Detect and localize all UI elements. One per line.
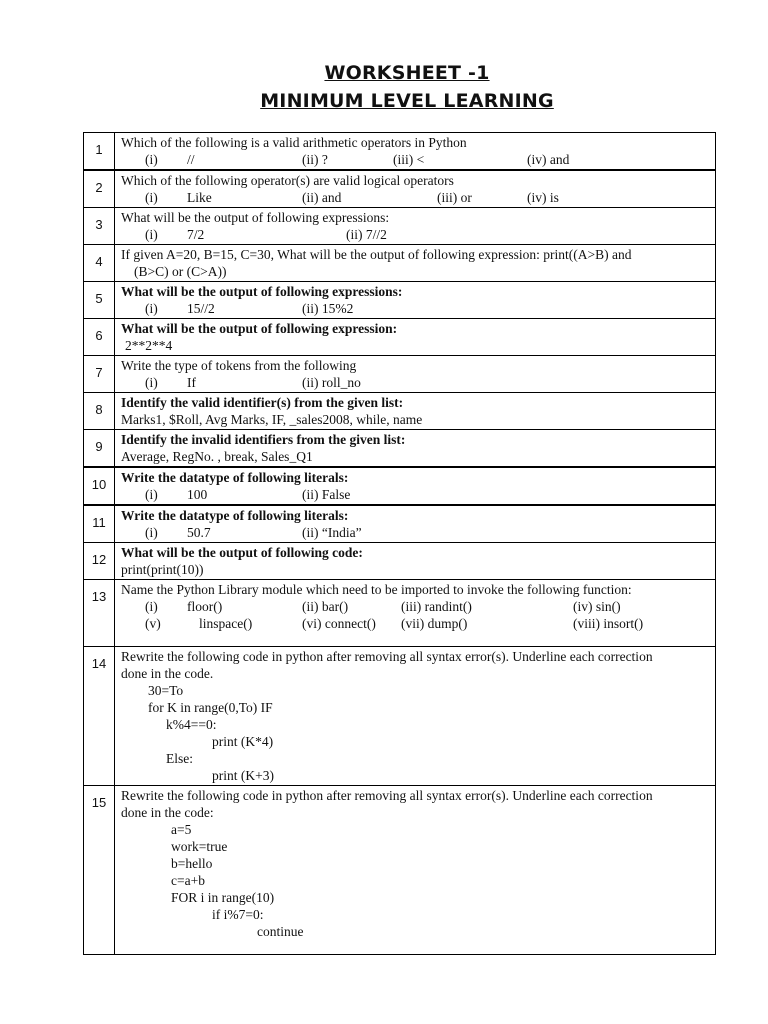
identifier-list: Average, RegNo. , break, Sales_Q1 xyxy=(121,449,313,464)
question-text-continued: done in the code. xyxy=(121,666,214,681)
question-number: 11 xyxy=(84,505,115,543)
question-text-continued: (B>C) or (C>A)) xyxy=(134,264,227,279)
code-line: work=true xyxy=(171,839,228,854)
option-value: 7/2 xyxy=(187,227,205,242)
option: (vi) connect() xyxy=(302,616,376,631)
option: (iii) or xyxy=(437,190,472,205)
question-body xyxy=(115,580,716,647)
question-number: 1 xyxy=(84,133,115,171)
question-text: Write the datatype of following literals: xyxy=(121,508,349,523)
options-line xyxy=(121,524,710,541)
options-line xyxy=(121,151,710,168)
option: (iv) is xyxy=(527,190,559,205)
question-body xyxy=(115,208,716,245)
question-text: If given A=20, B=15, C=30, What will be the output of following expression: print((A>B) and xyxy=(121,247,632,262)
expression-line: 2**2**4 xyxy=(125,338,173,353)
question-number: 5 xyxy=(84,282,115,319)
option-label: (i) xyxy=(145,525,158,540)
option-value: // xyxy=(187,152,195,167)
question-number: 8 xyxy=(84,393,115,430)
identifier-list: Marks1, $Roll, Avg Marks, IF, _sales2008, while, name xyxy=(121,412,423,427)
question-text: What will be the output of following code: xyxy=(121,545,363,560)
code-line: print (K*4) xyxy=(212,734,274,749)
option-value: 15//2 xyxy=(187,301,215,316)
option-label: (i) xyxy=(145,227,158,242)
question-row xyxy=(84,543,716,580)
question-row xyxy=(84,245,716,282)
option: (ii) “India” xyxy=(302,525,362,540)
code-line: Else: xyxy=(166,751,193,766)
question-text: Write the datatype of following literals: xyxy=(121,470,349,485)
question-row xyxy=(84,786,716,955)
option-label: (i) xyxy=(145,487,158,502)
question-body xyxy=(115,319,716,356)
question-row xyxy=(84,282,716,319)
code-line: print (K+3) xyxy=(212,768,274,783)
option: (ii) 15%2 xyxy=(302,301,354,316)
question-number: 14 xyxy=(84,647,115,786)
option: (iii) < xyxy=(393,152,425,167)
question-body xyxy=(115,647,716,786)
option: (ii) 7//2 xyxy=(346,227,387,242)
question-number: 15 xyxy=(84,786,115,955)
option-value: If xyxy=(187,375,196,390)
code-line: a=5 xyxy=(171,822,192,837)
question-text: Rewrite the following code in python after removing all syntax error(s). Underline each correction xyxy=(121,649,653,664)
question-body xyxy=(115,393,716,430)
question-body xyxy=(115,505,716,543)
code-line: if i%7=0: xyxy=(212,907,264,922)
code-line: 30=To xyxy=(148,683,184,698)
option-value: linspace() xyxy=(199,616,253,631)
question-text: Identify the valid identifier(s) from the given list: xyxy=(121,395,404,410)
code-line: for K in range(0,To) IF xyxy=(148,700,273,715)
option-label: (i) xyxy=(145,375,158,390)
option-value: 100 xyxy=(187,487,208,502)
option-label: (i) xyxy=(145,152,158,167)
option-value: Like xyxy=(187,190,212,205)
worksheet-subtitle: MINIMUM LEVEL LEARNING xyxy=(260,90,554,112)
question-row xyxy=(84,133,716,171)
option: (ii) bar() xyxy=(302,599,349,614)
question-row xyxy=(84,580,716,647)
question-number: 4 xyxy=(84,245,115,282)
question-body xyxy=(115,467,716,505)
code-line: k%4==0: xyxy=(166,717,217,732)
question-text: What will be the output of following expressions: xyxy=(121,210,390,225)
question-body xyxy=(115,430,716,468)
option-label: (i) xyxy=(145,190,158,205)
option: (iii) randint() xyxy=(401,599,472,614)
options-line xyxy=(121,598,710,615)
question-row xyxy=(84,356,716,393)
question-text: What will be the output of following expression: xyxy=(121,321,398,336)
question-number: 12 xyxy=(84,543,115,580)
question-number: 2 xyxy=(84,170,115,208)
question-row xyxy=(84,467,716,505)
options-line xyxy=(121,189,710,206)
option-label: (v) xyxy=(145,616,161,631)
question-body xyxy=(115,133,716,171)
option-label: (i) xyxy=(145,599,158,614)
option: (ii) roll_no xyxy=(302,375,361,390)
code-line: FOR i in range(10) xyxy=(171,890,275,905)
question-row xyxy=(84,647,716,786)
question-row xyxy=(84,208,716,245)
options-line xyxy=(121,226,710,243)
question-number: 13 xyxy=(84,580,115,647)
question-text: Write the type of tokens from the following xyxy=(121,358,357,373)
question-row xyxy=(84,505,716,543)
option: (iv) and xyxy=(527,152,570,167)
question-text: Name the Python Library module which need to be imported to invoke the following function: xyxy=(121,582,632,597)
code-line: b=hello xyxy=(171,856,213,871)
question-text: Rewrite the following code in python after removing all syntax error(s). Underline each correction xyxy=(121,788,653,803)
option-value: floor() xyxy=(187,599,223,614)
option: (vii) dump() xyxy=(401,616,468,631)
question-text: Which of the following operator(s) are valid logical operators xyxy=(121,173,454,188)
question-number: 10 xyxy=(84,467,115,505)
question-body xyxy=(115,543,716,580)
code-line: print(print(10)) xyxy=(121,562,204,577)
option: (ii) False xyxy=(302,487,351,502)
question-row xyxy=(84,393,716,430)
options-line xyxy=(121,300,710,317)
option: (ii) and xyxy=(302,190,342,205)
question-row xyxy=(84,430,716,468)
question-body xyxy=(115,356,716,393)
question-text: Which of the following is a valid arithmetic operators in Python xyxy=(121,135,467,150)
question-number: 3 xyxy=(84,208,115,245)
question-row xyxy=(84,170,716,208)
question-text-continued: done in the code: xyxy=(121,805,214,820)
option: (ii) ? xyxy=(302,152,328,167)
options-line xyxy=(121,374,710,391)
option: (iv) sin() xyxy=(573,599,621,614)
code-line: continue xyxy=(257,924,304,939)
questions-table xyxy=(83,132,716,955)
options-line xyxy=(121,615,710,632)
option-label: (i) xyxy=(145,301,158,316)
question-number: 9 xyxy=(84,430,115,468)
question-body xyxy=(115,786,716,955)
option-value: 50.7 xyxy=(187,525,211,540)
question-body xyxy=(115,170,716,208)
question-body xyxy=(115,282,716,319)
options-line xyxy=(121,486,710,503)
code-line: c=a+b xyxy=(171,873,205,888)
question-body xyxy=(115,245,716,282)
question-number: 7 xyxy=(84,356,115,393)
option: (viii) insort() xyxy=(573,616,644,631)
question-number: 6 xyxy=(84,319,115,356)
question-text: What will be the output of following expressions: xyxy=(121,284,403,299)
question-row xyxy=(84,319,716,356)
question-text: Identify the invalid identifiers from the given list: xyxy=(121,432,406,447)
worksheet-title: WORKSHEET -1 xyxy=(324,62,490,84)
